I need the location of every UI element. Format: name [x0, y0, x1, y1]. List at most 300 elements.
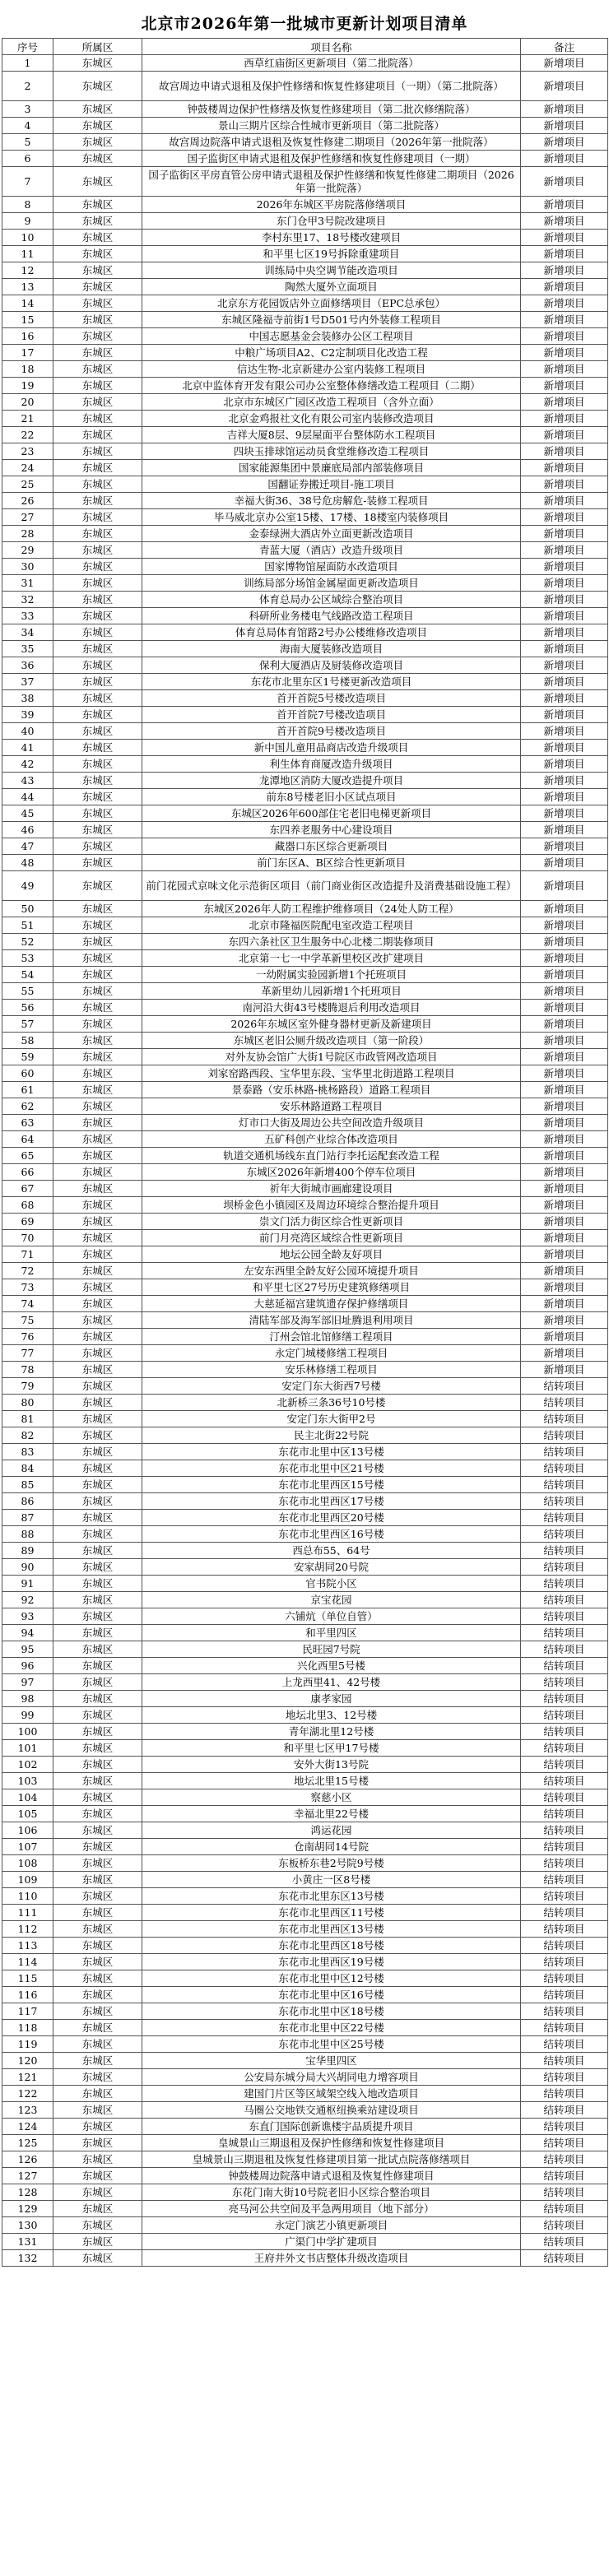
row-index: 33	[2, 608, 53, 624]
row-remark: 新增项目	[521, 246, 608, 262]
row-project-name: 训练局中央空调节能改造项目	[142, 262, 521, 279]
row-district: 东城区	[53, 1033, 142, 1049]
row-project-name: 保利大厦酒店及厨装修改造项目	[142, 657, 521, 674]
row-remark: 新增项目	[521, 950, 608, 967]
row-remark: 结转项目	[521, 2053, 608, 2069]
row-remark: 结转项目	[521, 1592, 608, 1608]
row-index: 100	[2, 1724, 53, 1740]
row-project-name: 东板桥东巷2号院9号楼	[142, 1855, 521, 1872]
row-district: 东城区	[53, 2234, 142, 2250]
row-district: 东城区	[53, 1049, 142, 1065]
table-row	[2, 1016, 608, 1033]
table-row	[2, 1362, 608, 1378]
row-remark: 结转项目	[521, 1707, 608, 1724]
row-project-name: 和平里七区19号拆除重建项目	[142, 246, 521, 262]
row-index: 30	[2, 559, 53, 575]
row-district: 东城区	[53, 1674, 142, 1691]
row-remark: 新增项目	[521, 657, 608, 674]
row-remark: 新增项目	[521, 1115, 608, 1131]
row-remark: 新增项目	[521, 690, 608, 707]
table-row	[2, 394, 608, 411]
row-remark: 结转项目	[521, 1576, 608, 1592]
row-district: 东城区	[53, 789, 142, 805]
row-index: 58	[2, 1033, 53, 1049]
row-remark: 新增项目	[521, 934, 608, 950]
row-index: 87	[2, 1510, 53, 1526]
row-index: 93	[2, 1608, 53, 1625]
row-project-name: 察慈小区	[142, 1789, 521, 1806]
row-district: 东城区	[53, 901, 142, 917]
row-remark: 新增项目	[521, 295, 608, 312]
row-index: 40	[2, 723, 53, 740]
row-project-name: 吉祥大厦8层、9层屋面平台整体防水工程项目	[142, 427, 521, 443]
table-row	[2, 1789, 608, 1806]
header-district: 所属区	[53, 39, 142, 55]
table-row	[2, 2217, 608, 2234]
row-remark: 新增项目	[521, 476, 608, 493]
row-district: 东城区	[53, 756, 142, 773]
row-index: 121	[2, 2069, 53, 2086]
row-project-name: 毕马威北京办公室15楼、17楼、18楼室内装修项目	[142, 509, 521, 526]
table-row	[2, 197, 608, 213]
table-row	[2, 361, 608, 378]
row-project-name: 大慈延福宫建筑遗存保护修缮项目	[142, 1296, 521, 1312]
row-remark: 新增项目	[521, 394, 608, 411]
row-project-name: 藏器口东区综合更新项目	[142, 838, 521, 855]
row-project-name: 六铺炕（单位自管）	[142, 1608, 521, 1625]
row-remark: 结转项目	[521, 1970, 608, 1987]
row-district: 东城区	[53, 72, 142, 101]
row-district: 东城区	[53, 1016, 142, 1033]
row-project-name: 东花市北里中区22号楼	[142, 2020, 521, 2036]
row-project-name: 坝桥金色小镇园区及周边环境综合整治提升项目	[142, 1197, 521, 1214]
row-district: 东城区	[53, 624, 142, 641]
row-remark: 结转项目	[521, 2020, 608, 2036]
row-remark: 新增项目	[521, 1279, 608, 1296]
row-project-name: 安乐林路道路工程项目	[142, 1098, 521, 1115]
row-project-name: 官书院小区	[142, 1576, 521, 1592]
row-index: 113	[2, 1938, 53, 1954]
row-project-name: 对外友协会馆广大街1号院区市政管网改造项目	[142, 1049, 521, 1065]
table-row	[2, 624, 608, 641]
row-district: 东城区	[53, 1905, 142, 1921]
row-remark: 结转项目	[521, 1395, 608, 1411]
row-index: 84	[2, 1460, 53, 1477]
row-index: 38	[2, 690, 53, 707]
row-remark: 新增项目	[521, 1082, 608, 1098]
row-index: 76	[2, 1329, 53, 1345]
row-index: 75	[2, 1312, 53, 1329]
header-index: 序号	[2, 39, 53, 55]
table-row	[2, 427, 608, 443]
row-remark: 新增项目	[521, 641, 608, 657]
row-district: 东城区	[53, 1970, 142, 1987]
table-row	[2, 2003, 608, 2020]
row-index: 128	[2, 2184, 53, 2201]
table-row	[2, 1263, 608, 1279]
table-row	[2, 443, 608, 460]
row-remark: 结转项目	[521, 2102, 608, 2119]
row-project-name: 上龙西里41、42号楼	[142, 1674, 521, 1691]
row-remark: 结转项目	[521, 2003, 608, 2020]
row-index: 112	[2, 1921, 53, 1938]
table-row	[2, 295, 608, 312]
row-remark: 新增项目	[521, 230, 608, 246]
row-remark: 结转项目	[521, 1460, 608, 1477]
row-project-name: 东门仓甲3号院改建项目	[142, 213, 521, 230]
row-remark: 新增项目	[521, 608, 608, 624]
row-district: 东城区	[53, 55, 142, 72]
table-row	[2, 2053, 608, 2069]
table-row	[2, 1312, 608, 1329]
row-district: 东城区	[53, 1806, 142, 1822]
row-district: 东城区	[53, 871, 142, 901]
table-row	[2, 1543, 608, 1559]
row-index: 53	[2, 950, 53, 967]
table-row	[2, 2250, 608, 2267]
row-index: 16	[2, 328, 53, 345]
row-remark: 新增项目	[521, 838, 608, 855]
row-remark: 新增项目	[521, 509, 608, 526]
row-project-name: 北京市隆福医院配电室改造工程项目	[142, 917, 521, 934]
table-row	[2, 2119, 608, 2135]
row-district: 东城区	[53, 1098, 142, 1115]
row-district: 东城区	[53, 1822, 142, 1839]
row-project-name: 东花市北里中区12号楼	[142, 1970, 521, 1987]
row-index: 41	[2, 740, 53, 756]
table-row	[2, 1477, 608, 1493]
row-index: 55	[2, 983, 53, 1000]
table-row	[2, 805, 608, 822]
row-index: 103	[2, 1773, 53, 1789]
row-index: 13	[2, 279, 53, 295]
row-district: 东城区	[53, 542, 142, 559]
row-remark: 新增项目	[521, 443, 608, 460]
row-remark: 结转项目	[521, 1510, 608, 1526]
row-remark: 结转项目	[521, 2234, 608, 2250]
row-index: 110	[2, 1888, 53, 1905]
row-district: 东城区	[53, 1625, 142, 1641]
row-district: 东城区	[53, 2135, 142, 2151]
row-district: 东城区	[53, 1641, 142, 1658]
row-index: 127	[2, 2168, 53, 2184]
row-project-name: 汀州会馆北馆修缮工程项目	[142, 1329, 521, 1345]
table-row	[2, 1806, 608, 1822]
row-index: 86	[2, 1493, 53, 1510]
row-district: 东城区	[53, 1872, 142, 1888]
row-project-name: 永定门城楼修缮工程项目	[142, 1345, 521, 1362]
row-index: 23	[2, 443, 53, 460]
row-index: 12	[2, 262, 53, 279]
row-project-name: 东城区2026年新增400个停车位项目	[142, 1164, 521, 1181]
row-index: 36	[2, 657, 53, 674]
row-index: 44	[2, 789, 53, 805]
row-remark: 新增项目	[521, 1345, 608, 1362]
row-project-name: 青蓝大厦（酒店）改造升级项目	[142, 542, 521, 559]
row-project-name: 体育总局办公区域综合整治项目	[142, 592, 521, 608]
row-remark: 结转项目	[521, 1691, 608, 1707]
row-district: 东城区	[53, 1477, 142, 1493]
row-district: 东城区	[53, 1987, 142, 2003]
row-index: 92	[2, 1592, 53, 1608]
row-remark: 新增项目	[521, 345, 608, 361]
row-project-name: 东花市北里西区17号楼	[142, 1493, 521, 1510]
row-project-name: 西草红庙街区更新项目（第二批院落）	[142, 55, 521, 72]
row-district: 东城区	[53, 230, 142, 246]
row-district: 东城区	[53, 1757, 142, 1773]
row-district: 东城区	[53, 1065, 142, 1082]
table-row	[2, 1296, 608, 1312]
row-index: 67	[2, 1181, 53, 1197]
table-row	[2, 690, 608, 707]
row-remark: 结转项目	[521, 1378, 608, 1395]
row-district: 东城区	[53, 493, 142, 509]
table-row	[2, 1658, 608, 1674]
row-project-name: 2026年东城区室外健身器材更新及新建项目	[142, 1016, 521, 1033]
row-index: 50	[2, 901, 53, 917]
row-remark: 新增项目	[521, 901, 608, 917]
row-district: 东城区	[53, 1082, 142, 1098]
row-district: 东城区	[53, 394, 142, 411]
row-remark: 新增项目	[521, 72, 608, 101]
table-row	[2, 1872, 608, 1888]
row-project-name: 中粮广场项目A2、C2定制项目化改造工程	[142, 345, 521, 361]
row-index: 35	[2, 641, 53, 657]
table-row	[2, 1049, 608, 1065]
row-project-name: 东花市北里西区19号楼	[142, 1954, 521, 1970]
row-project-name: 北京第一七一中学革新里校区改扩建项目	[142, 950, 521, 967]
row-project-name: 地坛公园全龄友好项目	[142, 1246, 521, 1263]
row-index: 105	[2, 1806, 53, 1822]
row-project-name: 刘家窑路西段、宝华里东段、宝华里北街道路工程项目	[142, 1065, 521, 1082]
row-project-name: 民主北街22号院	[142, 1427, 521, 1444]
row-project-name: 首开首院7号楼改造项目	[142, 707, 521, 723]
row-district: 东城区	[53, 1362, 142, 1378]
row-district: 东城区	[53, 1855, 142, 1872]
row-district: 东城区	[53, 1510, 142, 1526]
row-index: 48	[2, 855, 53, 871]
row-district: 东城区	[53, 1724, 142, 1740]
row-district: 东城区	[53, 740, 142, 756]
row-index: 123	[2, 2102, 53, 2119]
row-remark: 新增项目	[521, 773, 608, 789]
row-district: 东城区	[53, 934, 142, 950]
row-district: 东城区	[53, 197, 142, 213]
row-district: 东城区	[53, 151, 142, 167]
row-project-name: 宝华里四区	[142, 2053, 521, 2069]
row-remark: 新增项目	[521, 559, 608, 575]
row-index: 89	[2, 1543, 53, 1559]
table-row	[2, 967, 608, 983]
row-project-name: 李村东里17、18号楼改建项目	[142, 230, 521, 246]
table-row	[2, 608, 608, 624]
table-row	[2, 1493, 608, 1510]
row-index: 7	[2, 167, 53, 197]
row-remark: 新增项目	[521, 1214, 608, 1230]
row-district: 东城区	[53, 2053, 142, 2069]
row-index: 8	[2, 197, 53, 213]
row-index: 6	[2, 151, 53, 167]
row-project-name: 轨道交通机场线东直门站行李托运配套改造工程	[142, 1148, 521, 1164]
row-remark: 新增项目	[521, 723, 608, 740]
table-row	[2, 312, 608, 328]
row-remark: 新增项目	[521, 1230, 608, 1246]
row-district: 东城区	[53, 1411, 142, 1427]
row-district: 东城区	[53, 1164, 142, 1181]
row-remark: 结转项目	[521, 1526, 608, 1543]
row-remark: 结转项目	[521, 1411, 608, 1427]
row-remark: 新增项目	[521, 55, 608, 72]
row-remark: 新增项目	[521, 378, 608, 394]
row-project-name: 国翻证券搬迁项目-施工项目	[142, 476, 521, 493]
table-row	[2, 460, 608, 476]
row-remark: 结转项目	[521, 2184, 608, 2201]
row-project-name: 鸿运花园	[142, 1822, 521, 1839]
row-district: 东城区	[53, 1576, 142, 1592]
table-row	[2, 2102, 608, 2119]
row-project-name: 东四六条社区卫生服务中心北楼二期装修项目	[142, 934, 521, 950]
row-remark: 结转项目	[521, 1608, 608, 1625]
row-project-name: 前门月亮湾区域综合性更新项目	[142, 1230, 521, 1246]
row-index: 57	[2, 1016, 53, 1033]
row-remark: 新增项目	[521, 967, 608, 983]
row-project-name: 五矿科创产业综合体改造项目	[142, 1131, 521, 1148]
row-project-name: 青年湖北里12号楼	[142, 1724, 521, 1740]
row-project-name: 永定门演艺小镇更新项目	[142, 2217, 521, 2234]
row-project-name: 东花市北里西区15号楼	[142, 1477, 521, 1493]
table-row	[2, 2069, 608, 2086]
row-index: 59	[2, 1049, 53, 1065]
row-district: 东城区	[53, 312, 142, 328]
row-district: 东城区	[53, 2036, 142, 2053]
row-remark: 结转项目	[521, 1954, 608, 1970]
table-row	[2, 328, 608, 345]
row-district: 东城区	[53, 295, 142, 312]
row-remark: 新增项目	[521, 871, 608, 901]
row-district: 东城区	[53, 1559, 142, 1576]
table-row	[2, 1773, 608, 1789]
row-remark: 结转项目	[521, 2151, 608, 2168]
row-project-name: 利生体育商厦改造升级项目	[142, 756, 521, 773]
row-remark: 新增项目	[521, 740, 608, 756]
row-project-name: 西总布55、64号	[142, 1543, 521, 1559]
row-index: 91	[2, 1576, 53, 1592]
row-district: 东城区	[53, 950, 142, 967]
row-index: 1	[2, 55, 53, 72]
row-index: 115	[2, 1970, 53, 1987]
row-remark: 新增项目	[521, 279, 608, 295]
row-project-name: 地坛北里15号楼	[142, 1773, 521, 1789]
row-project-name: 安定门东大街西7号楼	[142, 1378, 521, 1395]
row-remark: 新增项目	[521, 460, 608, 476]
table-row	[2, 526, 608, 542]
table-row	[2, 1181, 608, 1197]
table-row	[2, 1954, 608, 1970]
row-district: 东城区	[53, 361, 142, 378]
row-index: 43	[2, 773, 53, 789]
row-index: 114	[2, 1954, 53, 1970]
row-index: 82	[2, 1427, 53, 1444]
table-row	[2, 55, 608, 72]
table-row	[2, 1905, 608, 1921]
row-project-name: 东城区2026年600部住宅老旧电梯更新项目	[142, 805, 521, 822]
row-remark: 新增项目	[521, 822, 608, 838]
row-remark: 新增项目	[521, 674, 608, 690]
row-index: 130	[2, 2217, 53, 2234]
row-remark: 新增项目	[521, 1263, 608, 1279]
row-district: 东城区	[53, 246, 142, 262]
row-district: 东城区	[53, 1740, 142, 1757]
row-district: 东城区	[53, 1246, 142, 1263]
table-row	[2, 101, 608, 118]
table-row	[2, 1839, 608, 1855]
table-row	[2, 262, 608, 279]
row-district: 东城区	[53, 279, 142, 295]
row-index: 118	[2, 2020, 53, 2036]
row-project-name: 东花市北里西区16号楼	[142, 1526, 521, 1543]
table-row	[2, 1724, 608, 1740]
row-project-name: 新中国儿童用品商店改造升级项目	[142, 740, 521, 756]
row-project-name: 广渠门中学扩建项目	[142, 2234, 521, 2250]
row-index: 54	[2, 967, 53, 983]
row-index: 51	[2, 917, 53, 934]
row-remark: 新增项目	[521, 592, 608, 608]
table-row	[2, 1230, 608, 1246]
row-index: 96	[2, 1658, 53, 1674]
table-row	[2, 1411, 608, 1427]
row-project-name: 前门东区A、B区综合性更新项目	[142, 855, 521, 871]
table-row	[2, 1427, 608, 1444]
table-row	[2, 1246, 608, 1263]
row-district: 东城区	[53, 1427, 142, 1444]
row-index: 97	[2, 1674, 53, 1691]
row-project-name: 国子监街区申请式退租及保护性修缮和恢复性修建项目（一期）	[142, 151, 521, 167]
row-index: 102	[2, 1757, 53, 1773]
row-index: 31	[2, 575, 53, 592]
table-row	[2, 917, 608, 934]
row-remark: 新增项目	[521, 361, 608, 378]
table-row	[2, 230, 608, 246]
row-project-name: 信达生物-北京新建办公室内装修工程项目	[142, 361, 521, 378]
row-district: 东城区	[53, 101, 142, 118]
row-index: 24	[2, 460, 53, 476]
row-district: 东城区	[53, 1131, 142, 1148]
row-district: 东城区	[53, 674, 142, 690]
row-index: 56	[2, 1000, 53, 1016]
table-row	[2, 822, 608, 838]
table-row	[2, 1592, 608, 1608]
row-project-name: 左安东西里全龄友好公园环境提升项目	[142, 1263, 521, 1279]
row-project-name: 京宝花园	[142, 1592, 521, 1608]
row-index: 63	[2, 1115, 53, 1131]
row-remark: 结转项目	[521, 1888, 608, 1905]
row-district: 东城区	[53, 328, 142, 345]
row-district: 东城区	[53, 2184, 142, 2201]
table-row	[2, 2135, 608, 2151]
row-district: 东城区	[53, 2217, 142, 2234]
row-district: 东城区	[53, 1789, 142, 1806]
row-project-name: 科研所业务楼电气线路改造工程项目	[142, 608, 521, 624]
row-remark: 新增项目	[521, 1296, 608, 1312]
row-project-name: 和平里四区	[142, 1625, 521, 1641]
row-project-name: 东花市北里西区18号楼	[142, 1938, 521, 1954]
table-row	[2, 901, 608, 917]
table-row	[2, 1970, 608, 1987]
row-district: 东城区	[53, 1148, 142, 1164]
row-district: 东城区	[53, 1592, 142, 1608]
row-remark: 结转项目	[521, 1427, 608, 1444]
row-index: 26	[2, 493, 53, 509]
